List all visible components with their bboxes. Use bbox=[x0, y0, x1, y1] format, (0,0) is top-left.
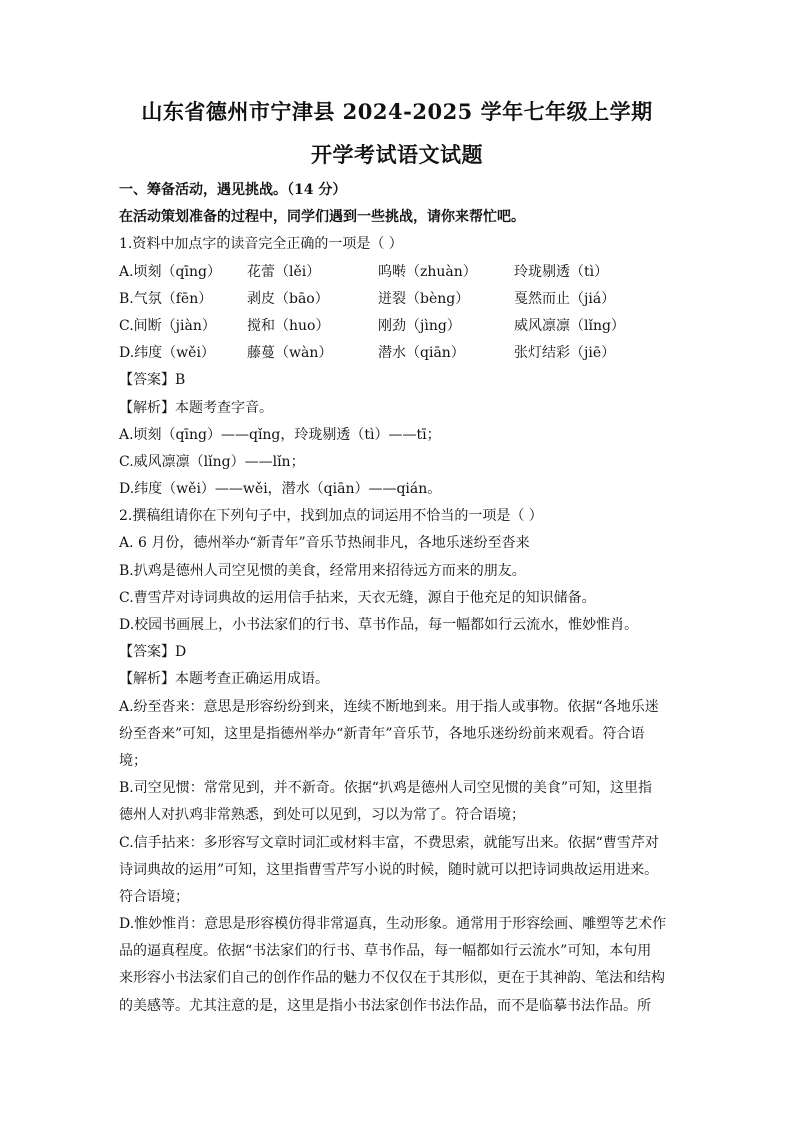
q2-option-a: A. 6 月份，德州举办“新青年”音乐节热闹非凡，各地乐迷纷至沓来 bbox=[119, 535, 530, 552]
q2-analysis-line: B.司空见惯：常常见到，并不新奇。依据“扒鸡是德州人司空见惯的美食”可知，这里指 bbox=[119, 780, 653, 797]
q2-analysis-line: D.惟妙惟肖：意思是形容模仿得非常逼真，生动形象。通常用于形容绘画、雕塑等艺术作 bbox=[119, 916, 667, 933]
q1-option-text: 玲珑剔透（tì） bbox=[514, 263, 609, 280]
q1-answer: 【答案】B bbox=[119, 372, 186, 389]
q1-option-text: 花蕾（lěi） bbox=[247, 263, 321, 280]
q2-analysis-line: C.信手拈来：多形容写文章时词汇或材料丰富，不费思索，就能写出来。依据“曹雪芹对 bbox=[119, 834, 659, 851]
q1-option-text: C.间断（jiàn） bbox=[119, 317, 216, 334]
q1-option-d bbox=[119, 340, 679, 367]
q1-option-text: 张灯结彩（jiē） bbox=[514, 345, 616, 362]
q1-analysis-line: D.纬度（wěi）——wěi，潜水（qiān）——qián。 bbox=[119, 481, 442, 498]
q1-option-text: 呜啭（zhuàn） bbox=[378, 263, 477, 280]
q1-analysis-line: 【解析】本题考查字音。 bbox=[119, 399, 273, 416]
doc-title-line1: 山东省德州市宁津县 2024-2025 学年七年级上学期 bbox=[141, 99, 653, 124]
section-intro: 在活动策划准备的过程中，同学们遇到一些挑战，请你来帮忙吧。 bbox=[119, 209, 525, 226]
q2-analysis-line: 来形容小书法家们自己的创作作品的魅力不仅仅在于其形似，更在于其神韵、笔法和结构 bbox=[119, 970, 665, 987]
q2-stem: 2.撰稿组请你在下列句子中，找到加点的词运用不恰当的一项是（ ） bbox=[119, 508, 543, 525]
q1-option-text: A.顷刻（qīng） bbox=[119, 263, 221, 280]
q1-option-text: 刚劲（jìng） bbox=[378, 317, 461, 334]
q2-analysis-line: 境； bbox=[119, 752, 147, 769]
q2-analysis-line: A.纷至沓来：意思是形容纷纷到来，连续不断地到来。用于指人或事物。依据“各地乐迷 bbox=[119, 698, 659, 715]
doc-title-line2: 开学考试语文试题 bbox=[311, 142, 483, 167]
q2-analysis-line: 纷至沓来”可知，这里是指德州举办“新青年”音乐节，各地乐迷纷纷前来观看。符合语 bbox=[119, 725, 645, 742]
q1-option-text: 戛然而止（jiá） bbox=[514, 290, 616, 307]
q1-analysis-line: C.威风凛凛（lǐng）——lǐn； bbox=[119, 453, 305, 470]
q1-stem: 1.资料中加点字的读音完全正确的一项是（ ） bbox=[119, 236, 403, 253]
q2-analysis-line: 品的逼真程度。依据“书法家们的行书、草书作品，每一幅都如行云流水”可知，本句用 bbox=[119, 943, 652, 960]
q2-analysis-line: 【解析】本题考查正确运用成语。 bbox=[119, 671, 329, 688]
q1-option-text: 藤蔓（wàn） bbox=[247, 345, 333, 362]
q1-option-text: 搅和（huo） bbox=[247, 317, 330, 334]
q1-option-b bbox=[119, 286, 679, 313]
q1-option-text: 剥皮（bāo） bbox=[247, 290, 329, 307]
q1-analysis-line: A.顷刻（qīng）——qǐng，玲珑剔透（tì）——tī； bbox=[119, 426, 441, 443]
q2-option-d: D.校园书画展上，小书法家们的行书、草书作品，每一幅都如行云流水，惟妙惟肖。 bbox=[119, 617, 639, 633]
q2-analysis-line: 符合语境； bbox=[119, 888, 189, 905]
q2-option-c: C.曹雪芹对诗词典故的运用信手拈来，天衣无缝，源自于他充足的知识储备。 bbox=[119, 589, 596, 606]
q1-option-text: D.纬度（wěi） bbox=[119, 345, 215, 362]
q2-answer: 【答案】D bbox=[119, 644, 187, 661]
q2-analysis-line: 德州人对扒鸡非常熟悉，到处可以见到，习以为常了。符合语境； bbox=[119, 807, 525, 824]
q1-option-text: 潜水（qiān） bbox=[378, 345, 465, 362]
q1-option-c bbox=[119, 313, 679, 340]
q2-option-b: B.扒鸡是德州人司空见惯的美食，经常用来招待远方而来的朋友。 bbox=[119, 562, 526, 579]
q1-option-text: 迸裂（bèng） bbox=[378, 290, 470, 307]
q1-option-text: 威风凛凛（lǐng） bbox=[514, 317, 625, 334]
q1-option-text: B.气氛（fēn） bbox=[119, 290, 213, 307]
document-body bbox=[119, 177, 679, 1020]
q1-option-a bbox=[119, 259, 679, 286]
q2-analysis-line: 诗词典故的运用”可知，这里指曹雪芹写小说的时候，随时就可以把诗词典故运用进来。 bbox=[119, 861, 659, 878]
section-heading: 一、筹备活动，遇见挑战。（14 分） bbox=[119, 182, 347, 198]
q2-analysis-line: 的美感等。尤其注意的是，这里是指小书法家创作书法作品，而不是临摹书法作品。所 bbox=[119, 997, 651, 1014]
